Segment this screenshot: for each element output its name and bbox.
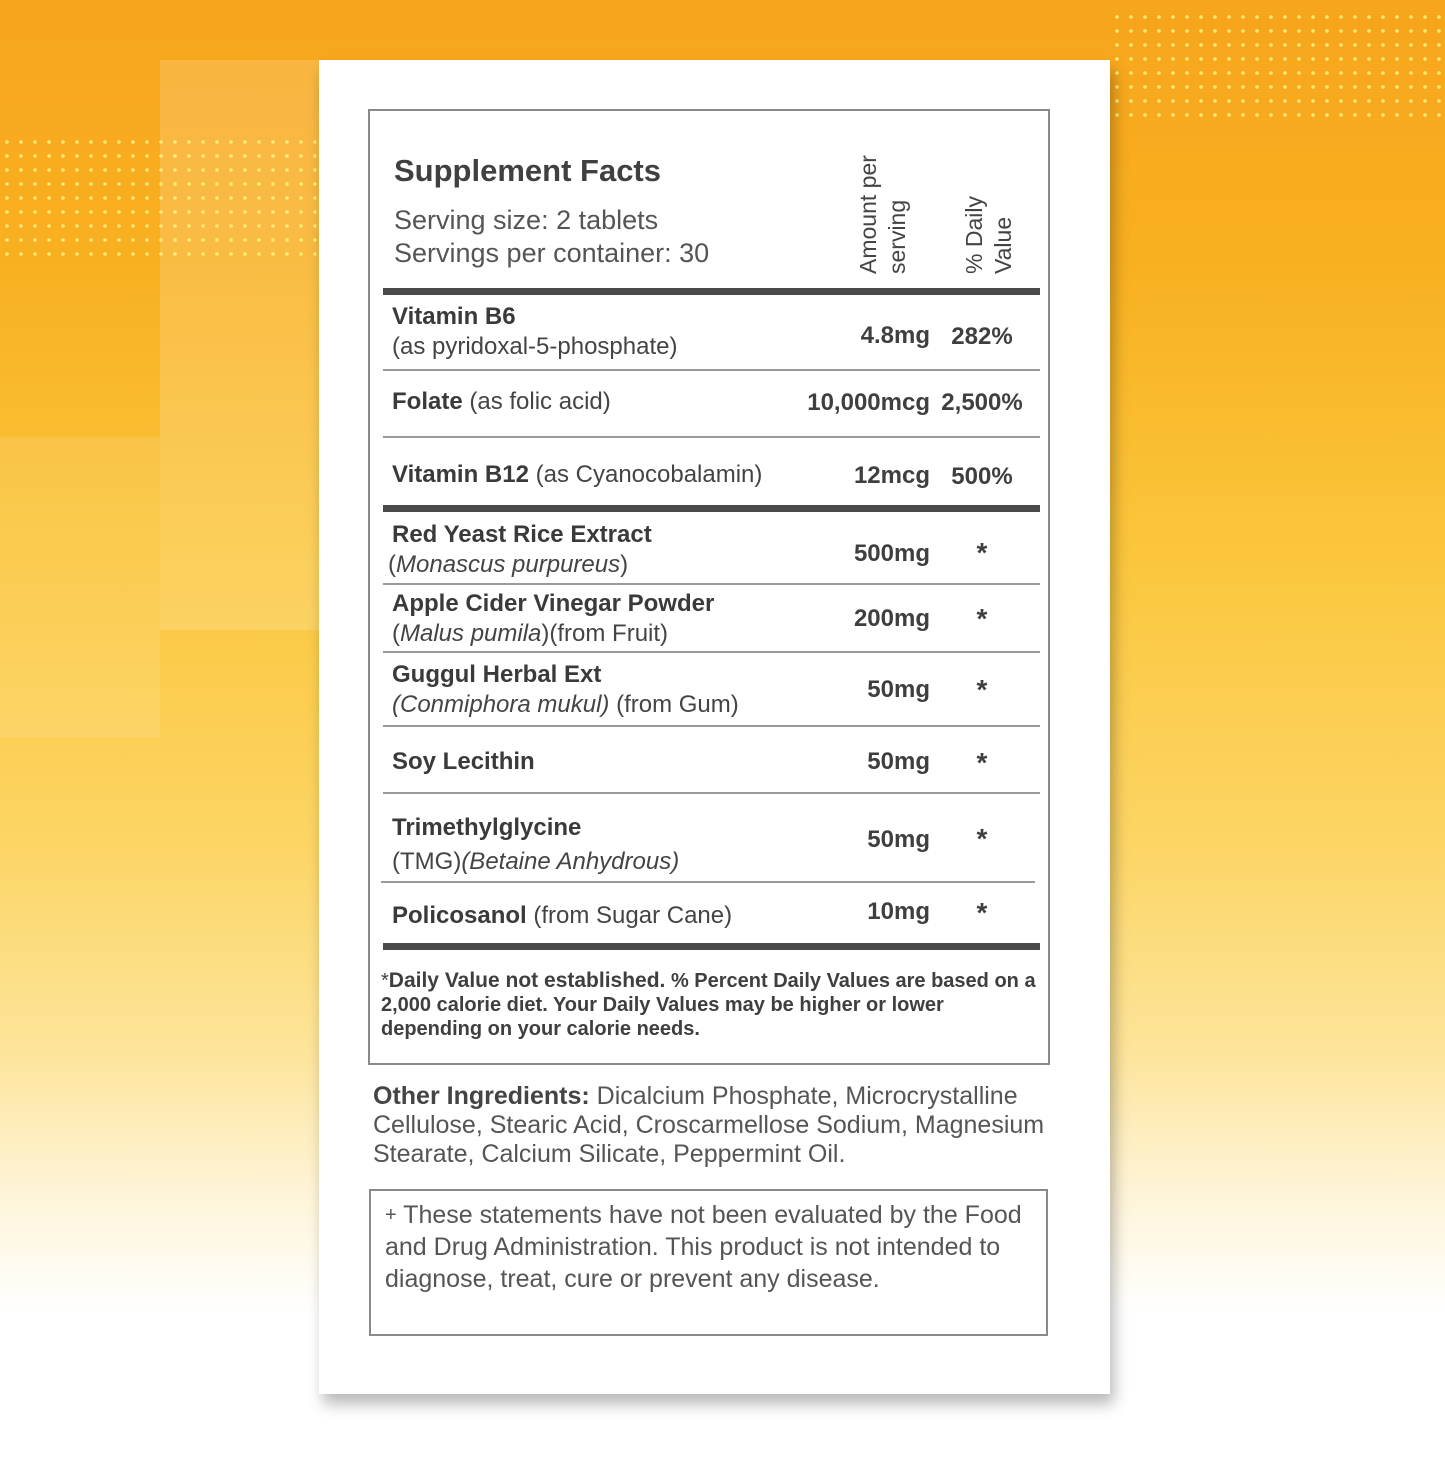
divider-thin (383, 369, 1040, 371)
ingredient-name: Trimethylglycine (TMG)(Betaine Anhydrous) (392, 814, 680, 875)
ingredient-daily-value: * (976, 603, 988, 634)
ingredient-name: Policosanol (from Sugar Cane) (392, 902, 733, 929)
ingredient-amount: 50mg (867, 826, 930, 853)
serving-info (394, 204, 709, 270)
decor-block (0, 437, 160, 737)
ingredient-amount: 10mg (867, 898, 930, 925)
column-header-amount: Amount per serving (855, 155, 910, 274)
decor-dot-pattern (1110, 10, 1445, 125)
ingredient-daily-value: * (976, 674, 988, 705)
label-card (319, 60, 1110, 1394)
nutrient-amount: 4.8mg (860, 322, 930, 349)
divider-thin (383, 725, 1040, 727)
ingredient-daily-value: * (976, 823, 988, 854)
fda-disclaimer-text: + These statements have not been evaluated by the Food and Drug Administration. This product is not intended to diagnose, treat, cure or prevent any disease. (385, 1201, 1022, 1293)
ingredient-name: Guggul Herbal Ext (Conmiphora mukul) (from Gum) (392, 661, 739, 718)
ingredient-amount: 500mg (853, 540, 930, 567)
ingredient-amount: 50mg (867, 676, 930, 703)
nutrient-name: Vitamin B6 (as pyridoxal-5-phosphate) (392, 303, 678, 360)
supplement-facts-panel (368, 109, 1050, 1065)
ingredient-name: Apple Cider Vinegar Powder (Malus pumila)(from Fruit) (392, 590, 715, 647)
nutrient-daily-value: 282% (951, 323, 1013, 350)
divider-thin (383, 583, 1040, 585)
other-ingredients: Other Ingredients: Dicalcium Phosphate, Microcrystalline Cellulose, Stearic Acid, Croscarmellose Sodium, Magnesium Stearate, Calcium Silicate, Peppermint Oil. (373, 1082, 1045, 1168)
daily-value-footnote: *Daily Value not established. % Percent Daily Values are based on a 2,000 calorie diet. Your Daily Values may be higher or lower depending on your calorie needs. (381, 969, 1036, 1040)
fda-disclaimer-box (369, 1189, 1048, 1336)
divider-thin (383, 651, 1040, 653)
divider-thick (383, 505, 1040, 512)
divider-thick (383, 288, 1040, 295)
nutrient-daily-value: 2,500% (941, 389, 1023, 416)
nutrient-amount: 12mcg (853, 462, 930, 489)
nutrient-amount: 10,000mcg (807, 389, 930, 416)
serving-size: Serving size: 2 tablets (394, 205, 659, 235)
ingredient-daily-value: * (976, 747, 988, 778)
ingredient-daily-value: * (976, 897, 988, 928)
ingredient-amount: 200mg (853, 605, 930, 632)
servings-per-container: Servings per container: 30 (394, 238, 710, 268)
ingredient-amount: 50mg (867, 748, 930, 775)
panel-title: Supplement Facts (394, 153, 661, 188)
divider-thin (381, 881, 1035, 883)
ingredient-name: Red Yeast Rice Extract (Monascus purpureus) (388, 521, 652, 578)
column-header-daily-value: % Daily Value (961, 196, 1016, 274)
divider-thin (383, 436, 1040, 438)
ingredient-name: Soy Lecithin (392, 748, 535, 775)
nutrient-name: Folate (as folic acid) (392, 388, 611, 415)
divider-thick (383, 943, 1040, 950)
ingredient-daily-value: * (976, 537, 988, 568)
nutrient-name: Vitamin B12 (as Cyanocobalamin) (392, 461, 763, 488)
decor-dot-pattern (0, 135, 320, 260)
nutrient-daily-value: 500% (951, 463, 1013, 490)
divider-thin (383, 792, 1040, 794)
